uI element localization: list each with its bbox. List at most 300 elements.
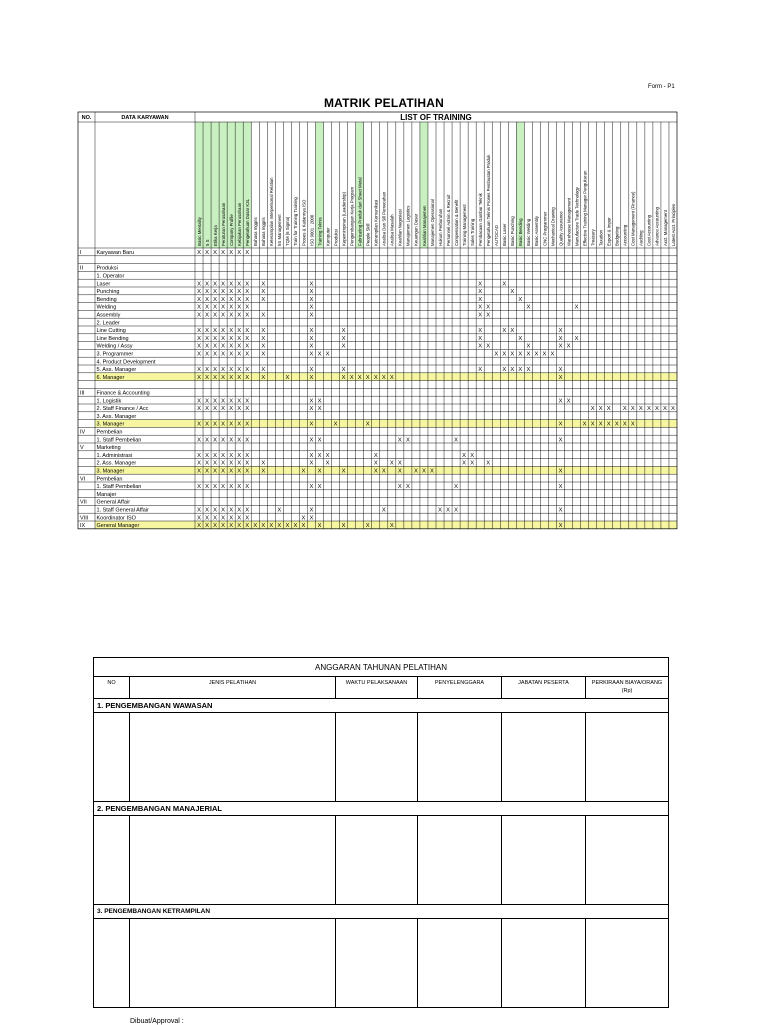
training-mark: X bbox=[309, 374, 314, 381]
training-mark: X bbox=[261, 289, 266, 296]
training-label: CNC Programmer bbox=[542, 211, 548, 246]
row-label: Finance & Accounting bbox=[96, 390, 150, 397]
training-mark: X bbox=[245, 468, 250, 475]
training-mark: X bbox=[245, 281, 250, 288]
training-label: Bahasa Inggris bbox=[261, 217, 267, 246]
training-mark: X bbox=[229, 515, 234, 522]
training-label: Analisa Dan Sill Pemecahan bbox=[381, 191, 387, 246]
training-mark: X bbox=[261, 312, 266, 319]
training-mark: X bbox=[261, 460, 266, 467]
row-label: Manajer bbox=[96, 491, 117, 498]
training-mark: X bbox=[309, 406, 314, 413]
training-mark: X bbox=[213, 421, 218, 428]
training-mark: X bbox=[197, 281, 201, 288]
training-mark: X bbox=[309, 484, 314, 491]
training-mark: X bbox=[309, 515, 314, 522]
training-mark: X bbox=[389, 374, 394, 381]
training-mark: X bbox=[309, 335, 314, 342]
training-mark: X bbox=[197, 351, 201, 358]
row-highlight bbox=[95, 420, 677, 428]
training-mark: X bbox=[197, 343, 201, 350]
training-label: Taxation bbox=[598, 229, 604, 246]
training-mark: X bbox=[229, 304, 234, 311]
training-mark: X bbox=[413, 468, 418, 475]
training-mark: X bbox=[558, 367, 563, 374]
training-mark: X bbox=[502, 351, 507, 358]
training-mark: X bbox=[197, 367, 201, 374]
training-mark: X bbox=[277, 507, 282, 514]
training-mark: X bbox=[486, 460, 491, 467]
training-mark: X bbox=[253, 523, 258, 530]
training-mark: X bbox=[534, 351, 539, 358]
training-mark: X bbox=[397, 460, 402, 467]
training-mark: X bbox=[237, 289, 242, 296]
signoff-label: Dibuat/Approval : bbox=[130, 1018, 184, 1025]
training-mark: X bbox=[357, 374, 362, 381]
training-mark: X bbox=[237, 250, 242, 257]
training-label: Latest Acct. Principles bbox=[670, 203, 676, 246]
training-mark: X bbox=[454, 507, 459, 514]
training-mark: X bbox=[486, 312, 491, 319]
training-mark: X bbox=[245, 343, 250, 350]
training-mark: X bbox=[221, 343, 226, 350]
training-mark: X bbox=[221, 406, 226, 413]
training-mark: X bbox=[221, 289, 226, 296]
training-label: Treasury bbox=[590, 229, 596, 246]
row-label: Produksi bbox=[96, 265, 118, 272]
training-mark: X bbox=[229, 421, 234, 428]
budget-col-type: JENIS PELATIHAN bbox=[130, 677, 336, 699]
training-mark: X bbox=[566, 343, 571, 350]
training-mark: X bbox=[237, 281, 242, 288]
training-mark: X bbox=[213, 289, 218, 296]
training-mark: X bbox=[486, 304, 491, 311]
row-highlight bbox=[95, 521, 677, 529]
training-mark: X bbox=[221, 484, 226, 491]
training-mark: X bbox=[197, 507, 201, 514]
training-label: Basic Bending bbox=[518, 218, 524, 246]
row-number: III bbox=[80, 390, 85, 397]
training-mark: X bbox=[197, 374, 201, 381]
training-label: Auditing bbox=[638, 230, 644, 246]
training-mark: X bbox=[381, 507, 386, 514]
training-mark: X bbox=[397, 468, 402, 475]
training-mark: X bbox=[309, 304, 314, 311]
row-highlight bbox=[95, 373, 677, 381]
training-mark: X bbox=[462, 460, 467, 467]
training-label: Pengetahuan Teknis Proses Pembuatan Produk bbox=[486, 154, 492, 246]
training-mark: X bbox=[245, 437, 250, 444]
training-mark: X bbox=[213, 250, 218, 257]
training-mark: X bbox=[205, 507, 209, 514]
budget-section-1: 1. PENGEMBANGAN WAWASAN bbox=[94, 699, 669, 713]
training-mark: X bbox=[213, 328, 218, 335]
training-mark: X bbox=[606, 406, 611, 413]
training-mark: X bbox=[261, 328, 266, 335]
training-mark: X bbox=[205, 437, 209, 444]
training-mark: X bbox=[205, 328, 209, 335]
training-mark: X bbox=[197, 421, 201, 428]
training-mark: X bbox=[229, 437, 234, 444]
training-mark: X bbox=[197, 515, 201, 522]
row-label: 6. Manager bbox=[96, 374, 125, 381]
training-mark: X bbox=[309, 507, 314, 514]
training-mark: X bbox=[229, 398, 234, 405]
header-training: LIST OF TRAINING bbox=[400, 113, 472, 122]
training-mark: X bbox=[478, 281, 483, 288]
training-mark: X bbox=[221, 507, 226, 514]
training-mark: X bbox=[373, 374, 378, 381]
training-mark: X bbox=[221, 312, 226, 319]
training-mark: X bbox=[309, 296, 314, 303]
training-mark: X bbox=[574, 304, 579, 311]
row-label: General Affair bbox=[96, 499, 131, 506]
budget-blank-row bbox=[94, 816, 669, 905]
training-mark: X bbox=[261, 296, 266, 303]
training-mark: X bbox=[229, 335, 234, 342]
training-mark: X bbox=[518, 351, 523, 358]
training-mark: X bbox=[229, 507, 234, 514]
training-mark: X bbox=[317, 523, 322, 530]
training-mark: X bbox=[526, 351, 531, 358]
training-mark: X bbox=[221, 421, 226, 428]
training-mark: X bbox=[213, 468, 218, 475]
training-mark: X bbox=[405, 484, 410, 491]
training-mark: X bbox=[197, 460, 201, 467]
training-label: Train for Training Training bbox=[293, 197, 299, 246]
row-number: V bbox=[80, 445, 84, 452]
training-mark: X bbox=[245, 484, 250, 491]
training-label: AUTOCAD bbox=[494, 225, 500, 246]
budget-col-participant: JABATAN PESERTA bbox=[502, 677, 586, 699]
training-mark: X bbox=[213, 398, 218, 405]
training-label: ISO 9001 : 2000 bbox=[309, 214, 315, 246]
training-mark: X bbox=[197, 398, 201, 405]
training-mark: X bbox=[454, 484, 459, 491]
training-mark: X bbox=[213, 367, 218, 374]
training-mark: X bbox=[205, 335, 209, 342]
training-mark: X bbox=[205, 523, 209, 530]
training-mark: X bbox=[229, 460, 234, 467]
training-mark: X bbox=[229, 367, 234, 374]
training-mark: X bbox=[237, 452, 242, 459]
training-mark: X bbox=[229, 250, 234, 257]
row-label: 3. Manager bbox=[96, 421, 125, 428]
training-mark: X bbox=[237, 437, 242, 444]
budget-section-2: 2. PENGEMBANGAN MANAJERIAL bbox=[94, 802, 669, 816]
training-label: Keterampilan Interpersonal Relation bbox=[269, 177, 275, 246]
training-mark: X bbox=[229, 351, 234, 358]
training-mark: X bbox=[494, 351, 499, 358]
training-mark: X bbox=[213, 460, 218, 467]
training-label: Manajemen Operasional bbox=[429, 199, 435, 246]
training-mark: X bbox=[422, 468, 426, 475]
training-mark: X bbox=[213, 374, 218, 381]
budget-table bbox=[93, 657, 669, 1008]
training-mark: X bbox=[205, 484, 209, 491]
training-mark: X bbox=[301, 515, 306, 522]
budget-col-organizer: PENYELENGGARA bbox=[418, 677, 502, 699]
training-mark: X bbox=[245, 515, 250, 522]
training-mark: X bbox=[197, 289, 201, 296]
training-mark: X bbox=[277, 523, 282, 530]
training-mark: X bbox=[309, 289, 314, 296]
training-mark: X bbox=[237, 515, 242, 522]
training-label: Sales Training bbox=[469, 218, 475, 246]
training-mark: X bbox=[205, 281, 209, 288]
training-mark: X bbox=[237, 398, 242, 405]
training-mark: X bbox=[245, 351, 250, 358]
training-mark: X bbox=[630, 421, 635, 428]
row-label: 1. Staff Pembelian bbox=[96, 437, 142, 444]
training-mark: X bbox=[470, 460, 475, 467]
training-mark: X bbox=[269, 523, 274, 530]
training-mark: X bbox=[205, 452, 209, 459]
training-mark: X bbox=[221, 351, 226, 358]
training-mark: X bbox=[229, 296, 234, 303]
training-mark: X bbox=[526, 304, 531, 311]
training-mark: X bbox=[373, 452, 378, 459]
row-label: Welding / Assy bbox=[96, 343, 133, 350]
training-label: Warehouse Management bbox=[566, 197, 572, 246]
training-mark: X bbox=[237, 312, 242, 319]
training-mark: X bbox=[229, 374, 234, 381]
training-mark: X bbox=[598, 406, 603, 413]
training-mark: X bbox=[213, 406, 218, 413]
training-mark: X bbox=[446, 507, 450, 514]
training-mark: X bbox=[245, 312, 250, 319]
training-label: Ketrampilan Komunikasi bbox=[373, 199, 379, 246]
training-mark: X bbox=[381, 374, 386, 381]
row-label: Punching bbox=[96, 289, 120, 296]
training-label: Advance Accounting bbox=[654, 207, 660, 246]
training-mark: X bbox=[237, 406, 242, 413]
training-mark: X bbox=[213, 523, 218, 530]
training-mark: X bbox=[317, 398, 322, 405]
training-label: Basic Welding bbox=[526, 218, 532, 246]
training-mark: X bbox=[438, 507, 442, 514]
training-mark: X bbox=[261, 343, 266, 350]
training-mark: X bbox=[478, 289, 483, 296]
budget-col-time: WAKTU PELAKSANAAN bbox=[336, 677, 418, 699]
training-mark: X bbox=[221, 250, 226, 257]
training-mark: X bbox=[213, 437, 218, 444]
training-mark: X bbox=[526, 367, 531, 374]
training-mark: X bbox=[205, 250, 209, 257]
training-mark: X bbox=[502, 367, 507, 374]
training-mark: X bbox=[237, 468, 242, 475]
training-mark: X bbox=[510, 328, 515, 335]
training-mark: X bbox=[205, 343, 209, 350]
training-mark: X bbox=[197, 437, 201, 444]
training-mark: X bbox=[229, 289, 234, 296]
training-mark: X bbox=[237, 507, 242, 514]
row-label: 1. Operator bbox=[96, 273, 125, 280]
training-mark: X bbox=[510, 367, 515, 374]
training-mark: X bbox=[213, 335, 218, 342]
training-label: Kebijakan Perusahaan bbox=[236, 202, 242, 246]
training-mark: X bbox=[229, 452, 234, 459]
training-mark: X bbox=[197, 328, 201, 335]
training-mark: X bbox=[558, 484, 563, 491]
training-mark: X bbox=[245, 421, 250, 428]
training-mark: X bbox=[237, 296, 242, 303]
training-mark: X bbox=[229, 328, 234, 335]
training-mark: X bbox=[245, 250, 250, 257]
training-mark: X bbox=[646, 406, 651, 413]
training-label: Manufacture Trade Technology bbox=[574, 187, 580, 246]
training-mark: X bbox=[598, 421, 603, 428]
training-mark: X bbox=[245, 406, 250, 413]
training-label: Fabricating Produk dari Sheet Metal bbox=[357, 177, 363, 246]
training-mark: X bbox=[197, 523, 201, 530]
row-label: Pembelian bbox=[96, 429, 123, 436]
training-mark: X bbox=[213, 281, 218, 288]
training-mark: X bbox=[309, 351, 314, 358]
row-label: Line Cutting bbox=[96, 328, 126, 335]
budget-blank-row bbox=[94, 713, 669, 802]
budget-col-no: NO bbox=[94, 677, 130, 699]
training-mark: X bbox=[205, 304, 209, 311]
training-mark: X bbox=[470, 452, 475, 459]
training-mark: X bbox=[205, 367, 209, 374]
training-mark: X bbox=[261, 367, 266, 374]
training-mark: X bbox=[245, 460, 250, 467]
training-mark: X bbox=[486, 343, 491, 350]
training-mark: X bbox=[213, 515, 218, 522]
training-mark: X bbox=[309, 312, 314, 319]
training-mark: X bbox=[341, 343, 346, 350]
training-mark: X bbox=[478, 312, 483, 319]
training-mark: X bbox=[221, 460, 226, 467]
training-mark: X bbox=[229, 468, 234, 475]
row-label: 1. Staff General Affair bbox=[96, 507, 149, 514]
training-mark: X bbox=[237, 421, 242, 428]
training-mark: X bbox=[245, 335, 250, 342]
training-mark: X bbox=[558, 523, 563, 530]
training-mark: X bbox=[221, 335, 226, 342]
training-mark: X bbox=[317, 351, 322, 358]
training-mark: X bbox=[526, 343, 531, 350]
training-label: Company Profile bbox=[228, 214, 234, 246]
training-mark: X bbox=[349, 374, 354, 381]
row-label: Koordinator ISO bbox=[96, 515, 136, 522]
training-mark: X bbox=[365, 374, 370, 381]
training-mark: X bbox=[630, 406, 635, 413]
training-mark: X bbox=[478, 367, 483, 374]
training-mark: X bbox=[558, 343, 563, 350]
training-label: Pengetahuan Dasar K3L bbox=[245, 198, 251, 246]
training-mark: X bbox=[622, 406, 627, 413]
training-mark: X bbox=[245, 523, 250, 530]
training-mark: X bbox=[205, 289, 209, 296]
training-mark: X bbox=[197, 304, 201, 311]
training-label: Export & Impor bbox=[606, 217, 612, 246]
training-mark: X bbox=[221, 367, 226, 374]
training-mark: X bbox=[221, 523, 226, 530]
budget-title: ANGGARAN TAHUNAN PELATIHAN bbox=[94, 658, 669, 677]
training-label: Bahasa Inggris bbox=[253, 217, 259, 246]
training-mark: X bbox=[518, 296, 523, 303]
row-label: 4. Product Development bbox=[96, 359, 156, 366]
training-mark: X bbox=[518, 367, 523, 374]
training-label: Budgeting bbox=[614, 226, 620, 246]
training-mark: X bbox=[622, 421, 627, 428]
training-label: Compensation & Benefit bbox=[453, 199, 459, 246]
training-label: Pengembangan Kerja Program bbox=[349, 186, 355, 246]
training-mark: X bbox=[582, 421, 587, 428]
training-mark: X bbox=[309, 343, 314, 350]
training-mark: X bbox=[590, 406, 595, 413]
training-mark: X bbox=[558, 421, 563, 428]
row-label: 2. Leader bbox=[96, 320, 120, 327]
training-mark: X bbox=[325, 452, 330, 459]
training-mark: X bbox=[285, 523, 290, 530]
training-mark: X bbox=[614, 421, 619, 428]
row-label: 3. Programmer bbox=[96, 351, 134, 358]
training-mark: X bbox=[309, 328, 314, 335]
training-label: Accounting bbox=[622, 224, 628, 246]
training-label: Mechanical Drawing bbox=[550, 207, 556, 246]
training-label: Komputer bbox=[325, 227, 331, 246]
training-label: Basic Assembly bbox=[534, 215, 540, 246]
training-mark: X bbox=[325, 351, 330, 358]
training-mark: X bbox=[229, 406, 234, 413]
training-mark: X bbox=[510, 351, 515, 358]
training-label: Effective Training Manager Pengukuran bbox=[582, 170, 588, 246]
training-mark: X bbox=[197, 452, 201, 459]
training-mark: X bbox=[205, 460, 209, 467]
training-mark: X bbox=[502, 328, 507, 335]
training-mark: X bbox=[654, 406, 659, 413]
training-mark: X bbox=[245, 398, 250, 405]
training-mark: X bbox=[558, 507, 563, 514]
training-mark: X bbox=[213, 351, 218, 358]
training-mark: X bbox=[638, 406, 643, 413]
training-mark: X bbox=[317, 452, 322, 459]
training-mark: X bbox=[558, 398, 563, 405]
training-mark: X bbox=[221, 398, 226, 405]
training-mark: X bbox=[213, 296, 218, 303]
training-mark: X bbox=[542, 351, 547, 358]
training-label: Keahlian Negosiasi bbox=[397, 209, 403, 246]
training-label: People Skill bbox=[365, 223, 371, 246]
training-mark: X bbox=[462, 452, 467, 459]
training-mark: X bbox=[341, 523, 346, 530]
training-header-highlight bbox=[203, 122, 211, 248]
training-mark: X bbox=[205, 515, 209, 522]
training-label: Cost Management (Finance) bbox=[630, 191, 636, 246]
training-mark: X bbox=[365, 421, 370, 428]
training-label: Keahlian Manajemen bbox=[421, 205, 427, 246]
training-mark: X bbox=[309, 281, 314, 288]
training-mark: X bbox=[566, 398, 571, 405]
training-mark: X bbox=[590, 421, 595, 428]
training-label: Training Management bbox=[461, 204, 467, 246]
row-label: Line Bending bbox=[96, 335, 129, 342]
training-mark: X bbox=[502, 281, 507, 288]
training-mark: X bbox=[229, 523, 234, 530]
training-mark: X bbox=[245, 289, 250, 296]
training-mark: X bbox=[237, 351, 242, 358]
training-mark: X bbox=[221, 468, 226, 475]
training-mark: X bbox=[430, 468, 434, 475]
training-label: 5 S bbox=[204, 239, 210, 246]
row-label: 1. Administrasi bbox=[96, 452, 133, 459]
training-mark: X bbox=[229, 281, 234, 288]
row-label: Assembly bbox=[96, 312, 121, 319]
row-number: VI bbox=[80, 476, 86, 483]
